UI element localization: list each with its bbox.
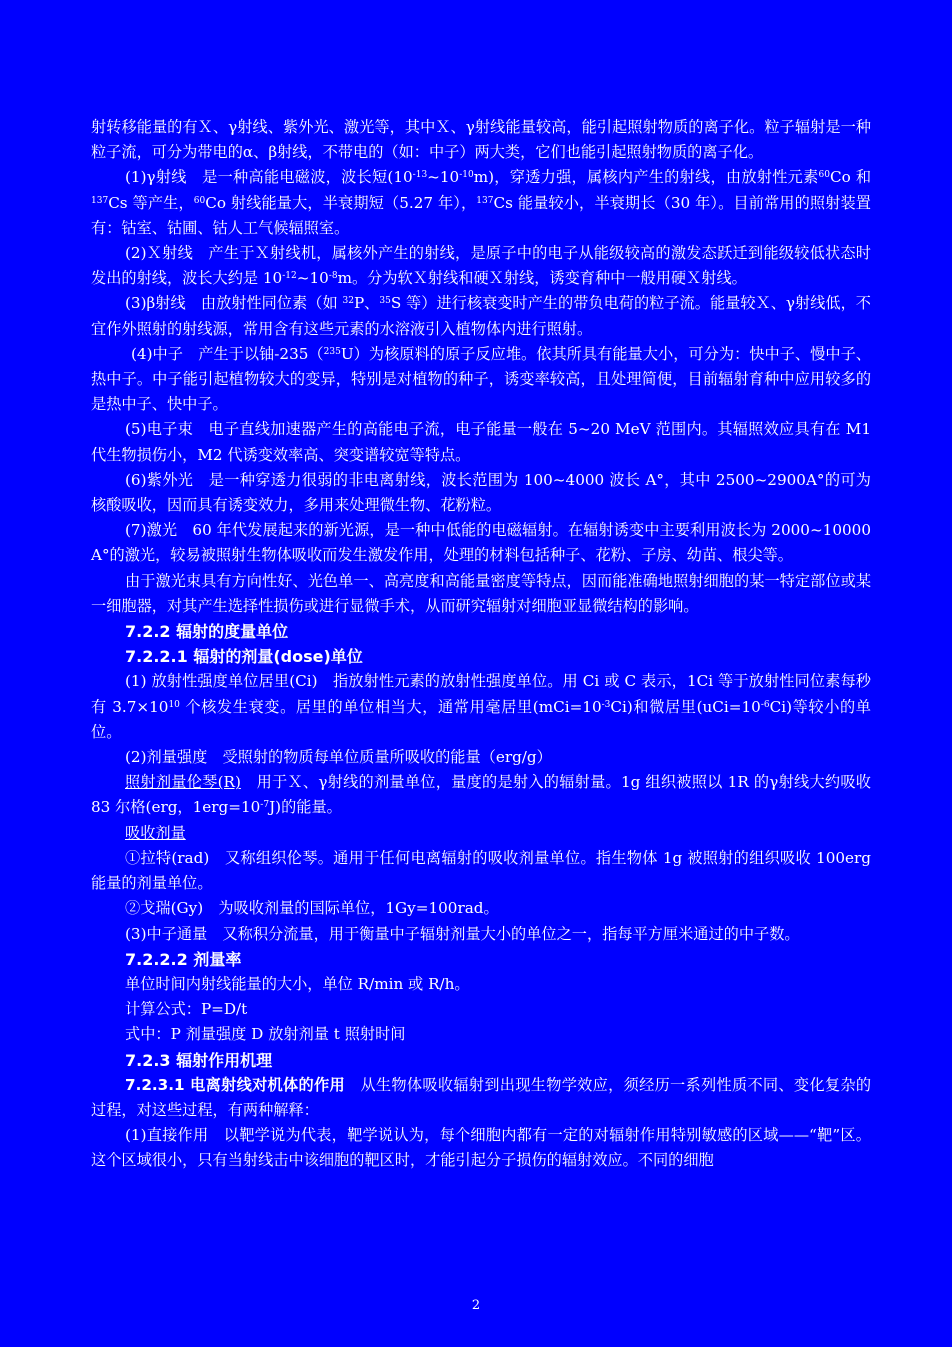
absorbed-dose-label: 吸收剂量 <box>125 823 186 842</box>
neutron-flux-paragraph: (3)中子通量 又称积分流量，用于衡量中子辐射剂量大小的单位之一，指每平方厘米通过的中子数。 <box>125 924 800 943</box>
section-heading-7-2-3: 7.2.3 辐射作用机理 <box>125 1050 273 1070</box>
section-heading-7-2-2: 7.2.2 辐射的度量单位 <box>125 622 289 642</box>
rad-paragraph: ①拉特(rad) 又称组织伦琴。通用于任何电离辐射的吸收剂量单位。指生物体 1g 被照射的组织吸收 100erg 能量的剂量单位。 <box>91 848 871 893</box>
dose-rate-definition: 单位时间内射线能量的大小，单位 R/min 或 R/h。 <box>125 974 470 993</box>
roentgen-paragraph: 照射剂量伦琴(R) 用于Ｘ、γ射线的剂量单位，量度的是射入的辐射量。1g 组织被照以 1R 的γ射线大约吸收 83 尔格(erg，$1erg=10^{-7}J$)的能量。 <box>91 773 871 817</box>
gamma-ray-paragraph: (1)γ射线 是一种高能电磁波，波长短$(10^{-13}\sim 10^{-10}m)$，穿透力强，属核内产生的射线，由放射性元素$^{60}$Co 和$^{137}$Cs 等产生，$^{60}$Co 射线能量大，半衰期短（5.27 年），$^{137}$Cs 能量较小，半衰期长（30 年）。目前常用的照射装置有：钴室、钴圃、钴人工气候辐照室。 <box>91 168 872 237</box>
dose-intensity-paragraph: (2)剂量强度 受照射的物质每单位质量所吸收的能量（erg/g） <box>125 748 552 767</box>
roentgen-term: 照射剂量伦琴(R) <box>125 773 241 792</box>
laser-paragraph: (7)激光 60 年代发展起来的新光源，是一种中低能的电磁辐射。在辐射诱变中主要利用波长为 2000~10000 A°的激光，较易被照射生物体吸收而发生激发作用，处理的材料包括种子、花粉、子房、幼苗、根尖等。 <box>91 521 871 565</box>
dose-rate-formula: 计算公式：P=D/t <box>125 1000 248 1019</box>
curie-paragraph: (1) 放射性强度单位居里(Ci) 指放射性元素的放射性强度单位。用 Ci 或 C 表示，1Ci 等于放射性同位素每秒有 $3.7\times 10^{10}$ 个核发生衰变。居里的单位相当大，通常用毫居里$(mCi=10^{-3}Ci)$和微居里$(uCi=10^{-6}Ci)$等较小的单位。 <box>91 672 871 741</box>
section-heading-7-2-2-1: 7.2.2.1 辐射的剂量(dose)单位 <box>125 647 363 667</box>
page-number: 2 <box>471 1298 481 1313</box>
gray-paragraph: ②戈瑞(Gy) 为吸收剂量的国际单位，1Gy=100rad。 <box>125 899 499 918</box>
beta-ray-paragraph: (3)β射线 由放射性同位素（如 $^{32}$P、$^{35}$S 等）进行核衰变时产生的带负电荷的粒子流。能量较Ｘ、γ射线低，不宜作外照射的射线源，常用含有这些元素的水溶液引入植物体内进行照射。 <box>91 294 871 338</box>
ultraviolet-paragraph: (6)紫外光 是一种穿透力很弱的非电离射线，波长范围为 100~4000 波长 A°，其中 2500~2900A°的可为核酸吸收，因而具有诱变效力，多用来处理微生物、花粉粒。 <box>91 470 871 515</box>
laser-feature-paragraph: 由于激光束具有方向性好、光色单一、高亮度和高能量密度等特点，因而能准确地照射细胞的某一特定部位或某一细胞器，对其产生选择性损伤或进行显微手术，从而研究辐射对细胞亚显微结构的影响。 <box>91 571 871 615</box>
direct-action-paragraph: (1)直接作用 以靶学说为代表，靶学说认为，每个细胞内都有一定的对辐射作用特别敏感的区域——“靶”区。这个区域很小，只有当射线击中该细胞的靶区时，才能引起分子损伤的辐射效应。不同的细胞 <box>91 1126 871 1170</box>
section-heading-7-2-3-1: 7.2.3.1 电离射线对机体的作用 <box>125 1075 345 1094</box>
neutron-paragraph: (4)中子 产生于以铀-235（$^{235}$U）为核原料的原子反应堆。依其所具有能量大小，可分为：快中子、慢中子、热中子。中子能引起植物较大的变异，特别是对植物的种子，诱变率较高，且处理简便，目前辐射育种中应用较多的是热中子、快中子。 <box>91 344 871 414</box>
x-ray-paragraph: (2)Ｘ射线 产生于Ｘ射线机，属核外产生的射线，是原子中的电子从能级较高的激发态跃迁到能级较低状态时发出的射线，波长大约是 $10^{-12}\sim 10^{-8}m$。分为软Ｘ射线和硬Ｘ射线，诱变育种中一般用硬Ｘ射线。 <box>91 244 871 288</box>
ionizing-effect-paragraph: 7.2.3.1 电离射线对机体的作用 从生物体吸收辐射到出现生物学效应，须经历一系列性质不同、变化复杂的过程，对这些过程，有两种解释： <box>91 1075 872 1119</box>
intro-paragraph: 射转移能量的有Ｘ、γ射线、紫外光、激光等，其中Ｘ、γ射线能量较高，能引起照射物质的离子化。粒子辐射是一种粒子流，可分为带电的α、β射线，不带电的（如：中子）两大类，它们也能引起照射物质的离子化。 <box>91 118 871 162</box>
formula-variables: 式中：P 剂量强度 D 放射剂量 t 照射时间 <box>125 1025 406 1044</box>
page-body <box>91 115 871 1174</box>
section-heading-7-2-2-2: 7.2.2.2 剂量率 <box>125 949 242 969</box>
electron-beam-paragraph: (5)电子束 电子直线加速器产生的高能电子流，电子能量一般在 5~20 MeV 范围内。其辐照效应具有在 M1 代生物损伤小，M2 代诱变效率高、突变谱较宽等特点。 <box>91 420 871 464</box>
